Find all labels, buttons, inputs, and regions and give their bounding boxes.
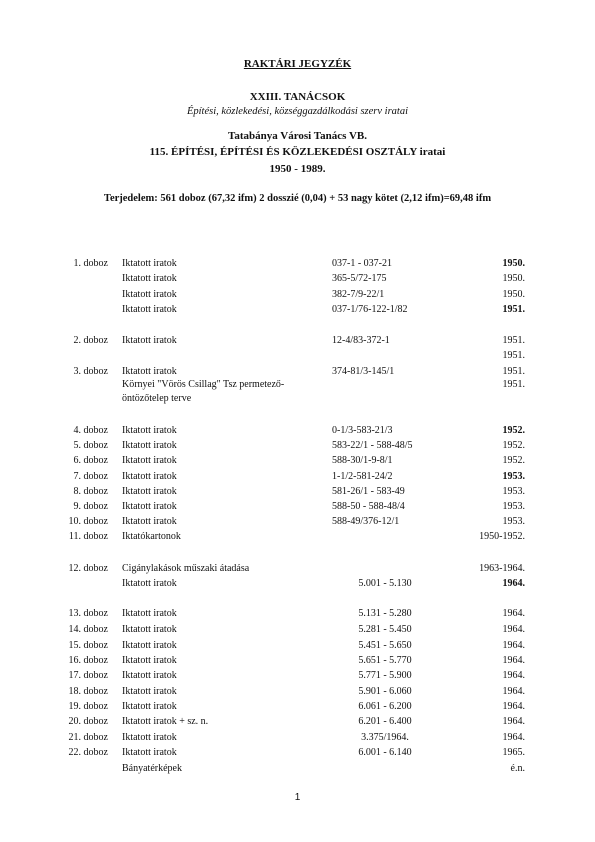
box-label: 19. doboz [68,701,108,712]
table-row [0,685,595,699]
table-row [0,424,595,438]
row-description: Iktatott iratok [122,335,177,346]
row-description: Iktatott iratok [122,486,177,497]
reference-number: 5.131 - 5.280 [358,608,412,619]
box-label: 8. doboz [73,486,108,497]
table-row [0,577,595,591]
box-label: 10. doboz [68,516,108,527]
reference-number: 588-30/1-9-8/1 [332,455,393,466]
table-row [0,731,595,745]
table-row [0,746,595,760]
box-label: 12. doboz [68,563,108,574]
extent-line: Terjedelem: 561 doboz (67,32 ifm) 2 dosszié (0,04) + 53 nagy kötet (2,12 ifm)=69,48 ifm [103,193,492,204]
table-row [0,669,595,683]
row-year: 1950-1952. [479,531,525,542]
box-label: 22. doboz [68,747,108,758]
row-description: Iktatott iratok [122,624,177,635]
box-label: 16. doboz [68,655,108,666]
row-year: 1965. [502,747,525,758]
box-label: 5. doboz [73,440,108,451]
box-label: 20. doboz [68,716,108,727]
table-row [0,515,595,529]
row-description: Iktatott iratok + sz. n. [122,716,209,727]
box-label: 21. doboz [68,732,108,743]
row-year: 1964. [502,608,525,619]
table-row [0,700,595,714]
box-label: 17. doboz [68,670,108,681]
box-label: 3. doboz [73,366,108,377]
row-year: 1964. [502,640,525,651]
row-year: 1964. [502,624,525,635]
row-description: Iktatott iratok [122,366,177,377]
row-year: 1953. [502,516,525,527]
box-label: 14. doboz [68,624,108,635]
table-row [0,272,595,286]
box-label: 2. doboz [73,335,108,346]
reference-number: 3.375/1964. [361,732,409,743]
reference-number: 12-4/83-372-1 [332,335,390,346]
box-label: 13. doboz [68,608,108,619]
box-label: 18. doboz [68,686,108,697]
row-description: Környei "Vörös Csillag" Tsz permetező-öntözőtelep terve [122,379,285,404]
row-description: Iktatott iratok [122,747,177,758]
reference-number: 0-1/3-583-21/3 [332,425,393,436]
row-description: Bányatérképek [122,763,182,774]
row-year: 1950. [502,273,525,284]
row-year: 1951. [502,350,525,361]
reference-number: 5.901 - 6.060 [358,686,412,697]
row-year: 1951. [502,366,525,377]
reference-number: 6.201 - 6.400 [358,716,412,727]
page-number: 1 [294,792,301,803]
table-row [0,378,595,392]
row-description: Iktatott iratok [122,501,177,512]
box-label: 6. doboz [73,455,108,466]
row-description: Iktatott iratok [122,670,177,681]
row-description: Iktatott iratok [122,655,177,666]
row-year: 1964. [502,686,525,697]
row-year: 1951. [502,379,525,390]
row-year: 1963-1964. [479,563,525,574]
reference-number: 5.281 - 5.450 [358,624,412,635]
box-label: 11. doboz [68,531,108,542]
page-title: RAKTÁRI JEGYZÉK [243,58,352,70]
reference-number: 581-26/1 - 583-49 [332,486,405,497]
reference-number: 588-49/376-12/1 [332,516,400,527]
row-year: 1953. [502,501,525,512]
reference-number: 6.001 - 6.140 [358,747,412,758]
row-description: Iktatott iratok [122,455,177,466]
row-year: 1964. [502,716,525,727]
row-year: 1951. [502,335,525,346]
table-row [0,454,595,468]
date-range: 1950 - 1989. [269,163,326,175]
reference-number: 5.651 - 5.770 [358,655,412,666]
row-description: Iktatott iratok [122,289,177,300]
table-row [0,470,595,484]
row-description: Iktatott iratok [122,701,177,712]
reference-number: 583-22/1 - 588-48/5 [332,440,413,451]
box-label: 15. doboz [68,640,108,651]
reference-number: 6.061 - 6.200 [358,701,412,712]
row-description: Iktatott iratok [122,471,177,482]
row-description: Iktatott iratok [122,686,177,697]
reference-number: 037-1 - 037-21 [332,258,392,269]
reference-number: 037-1/76-122-1/82 [332,304,408,315]
row-year: 1952. [502,455,525,466]
box-label: 4. doboz [73,425,108,436]
row-year: 1964. [502,655,525,666]
row-year: 1964. [502,732,525,743]
row-description: Iktatott iratok [122,425,177,436]
table-row [0,365,595,379]
row-description: Iktatott iratok [122,732,177,743]
row-year: 1952. [502,440,525,451]
section-heading: XXIII. TANÁCSOK [249,91,346,103]
table-row [0,715,595,729]
reference-number: 374-81/3-145/1 [332,366,395,377]
table-row [0,762,595,776]
row-year: 1951. [502,304,525,315]
table-row [0,639,595,653]
row-year: 1950. [502,289,525,300]
row-description: Iktatott iratok [122,273,177,284]
row-year: 1953. [502,486,525,497]
row-description: Iktatott iratok [122,258,177,269]
reference-number: 588-50 - 588-48/4 [332,501,405,512]
row-description: Iktatott iratok [122,640,177,651]
row-year: 1964. [502,670,525,681]
table-row [0,439,595,453]
row-year: 1964. [502,578,525,589]
reference-number: 1-1/2-581-24/2 [332,471,393,482]
table-row [0,654,595,668]
table-row [0,288,595,302]
row-year: 1950. [502,258,525,269]
reference-number: 5.771 - 5.900 [358,670,412,681]
organization-name: Tatabánya Városi Tanács VB. [228,130,367,142]
box-label: 9. doboz [73,501,108,512]
table-row [0,562,595,576]
table-row [0,500,595,514]
table-row [0,257,595,271]
box-label: 1. doboz [73,258,108,269]
row-description: Cigánylakások műszaki átadása [122,563,250,574]
row-year: 1952. [502,425,525,436]
row-description: Iktatókartonok [122,531,181,542]
row-description: Iktatott iratok [122,304,177,315]
row-description: Iktatott iratok [122,516,177,527]
row-description: Iktatott iratok [122,440,177,451]
section-subtitle: Építési, közlekedési, községgazdálkodási szerv iratai [186,106,409,117]
table-row [0,349,595,363]
row-description: Iktatott iratok [122,578,177,589]
row-year: é.n. [510,763,525,774]
box-label: 7. doboz [73,471,108,482]
row-year: 1964. [502,701,525,712]
reference-number: 382-7/9-22/1 [332,289,385,300]
reference-number: 365-5/72-175 [332,273,387,284]
table-row [0,303,595,317]
row-year: 1953. [502,471,525,482]
table-row [0,607,595,621]
reference-number: 5.001 - 5.130 [358,578,412,589]
reference-number: 5.451 - 5.650 [358,640,412,651]
department-name: 115. ÉPÍTÉSI, ÉPÍTÉSI ÉS KÖZLEKEDÉSI OSZTÁLY iratai [149,146,446,158]
table-row [0,623,595,637]
table-row [0,334,595,348]
row-description: Iktatott iratok [122,608,177,619]
table-row [0,530,595,544]
table-row [0,485,595,499]
